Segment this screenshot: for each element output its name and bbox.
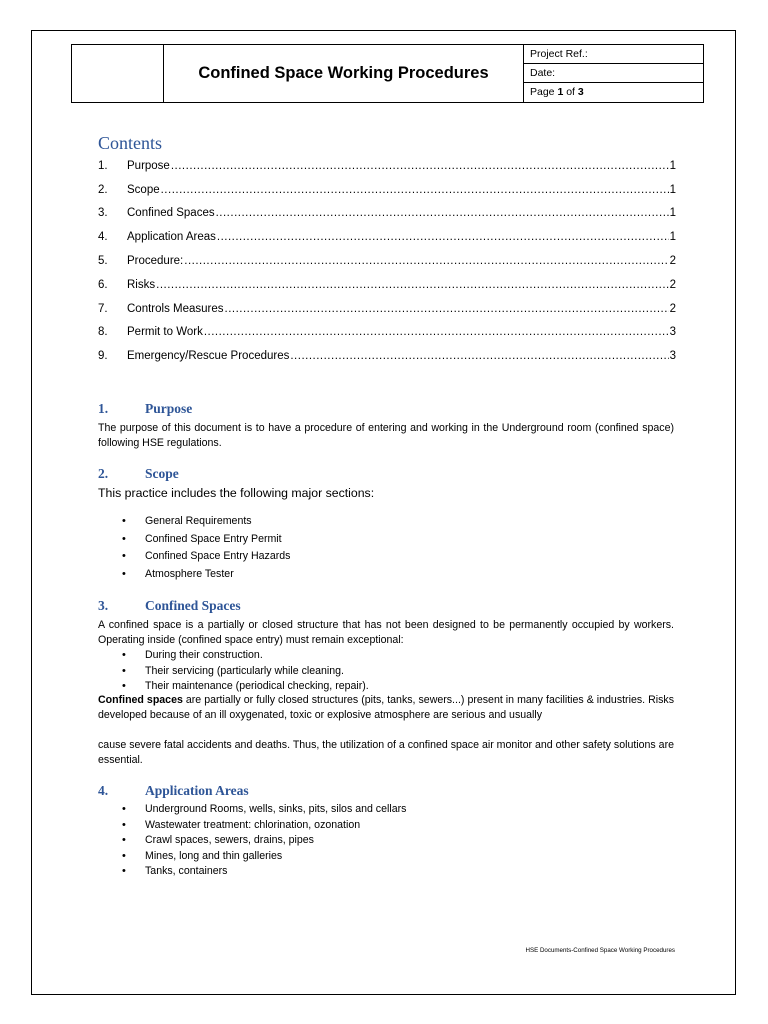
scope-bullet-list — [118, 513, 290, 583]
section-heading-purpose — [98, 401, 192, 417]
toc-leader — [204, 324, 669, 340]
toc-leader — [156, 277, 668, 293]
table-of-contents — [98, 154, 676, 368]
toc-entry-purpose[interactable] — [98, 154, 676, 178]
confined-description — [98, 693, 674, 723]
page-number-field — [524, 83, 703, 102]
toc-leader — [217, 229, 669, 245]
toc-number: 8. — [98, 326, 108, 339]
confined-bullet-list — [118, 648, 369, 695]
bold-term: Confined spaces — [98, 694, 183, 706]
toc-number: 5. — [98, 255, 108, 268]
date-field: Date: — [524, 64, 703, 83]
document-title: Confined Space Working Procedures — [164, 45, 524, 102]
page-current: 1 — [557, 86, 564, 98]
toc-title: Scope — [127, 183, 160, 196]
header-meta — [524, 45, 703, 102]
scope-intro: This practice includes the following major sections: — [98, 486, 375, 500]
toc-number: 6. — [98, 278, 108, 291]
list-item: • Atmosphere Tester — [118, 566, 290, 584]
list-item: • Their servicing (particularly while cleaning. — [118, 664, 369, 680]
toc-leader — [171, 158, 669, 174]
toc-leader — [216, 205, 669, 221]
page-total: 3 — [577, 86, 584, 98]
list-item: • Mines, long and thin galleries — [118, 849, 406, 865]
project-ref-field: Project Ref.: — [524, 45, 703, 64]
toc-page: 1 — [669, 207, 676, 220]
toc-number: 7. — [98, 302, 108, 315]
toc-number: 1. — [98, 159, 108, 172]
section-title: Confined Spaces — [145, 598, 241, 613]
logo-cell — [72, 45, 164, 102]
list-item: • Wastewater treatment: chlorination, ozonation — [118, 818, 406, 834]
toc-number: 2. — [98, 183, 108, 196]
toc-title: Permit to Work — [127, 326, 203, 339]
toc-page: 2 — [669, 255, 676, 268]
list-item: • Confined Space Entry Permit — [118, 531, 290, 549]
toc-entry-scope[interactable] — [98, 178, 676, 202]
toc-page: 1 — [669, 231, 676, 244]
confined-intro: A confined space is a partially or closed structure that has not been designed to be permanently occupied by workers. Operating inside (confined space entry) must remain exceptional: — [98, 619, 674, 647]
purpose-paragraph: The purpose of this document is to have a procedure of entering and working in the Underground room (confined space) following HSE regulations. — [98, 422, 674, 450]
list-item: • During their construction. — [118, 648, 369, 664]
list-item: • General Requirements — [118, 513, 290, 531]
toc-number: 4. — [98, 231, 108, 244]
toc-title: Purpose — [127, 159, 170, 172]
toc-leader — [184, 253, 668, 269]
list-item: • Their maintenance (periodical checking, repair). — [118, 679, 369, 695]
section-title: Scope — [145, 466, 179, 481]
toc-leader — [290, 348, 668, 364]
page-footer: HSE Documents-Confined Space Working Procedures — [525, 947, 675, 954]
toc-entry-permit-to-work[interactable] — [98, 321, 676, 345]
section-number: 3. — [98, 598, 109, 613]
toc-title: Application Areas — [127, 231, 216, 244]
list-item: • Underground Rooms, wells, sinks, pits, silos and cellars — [118, 802, 406, 818]
toc-title: Emergency/Rescue Procedures — [127, 350, 290, 363]
toc-title: Controls Measures — [127, 302, 224, 315]
section-heading-confined-spaces — [98, 598, 241, 614]
section-heading-scope — [98, 466, 179, 482]
page-of: of — [563, 86, 578, 98]
toc-leader — [225, 301, 669, 317]
toc-title: Risks — [127, 278, 156, 291]
toc-number: 3. — [98, 207, 108, 220]
toc-entry-procedure[interactable] — [98, 249, 676, 273]
toc-leader — [161, 182, 669, 198]
toc-entry-emergency-rescue[interactable] — [98, 344, 676, 368]
toc-page: 2 — [669, 302, 676, 315]
toc-title: Procedure: — [127, 255, 184, 268]
toc-page: 3 — [669, 350, 676, 363]
toc-page: 2 — [669, 278, 676, 291]
section-number: 4. — [98, 783, 109, 798]
toc-entry-risks[interactable] — [98, 273, 676, 297]
confined-text-a: are partially or fully closed structures (pits, tanks, sewers...) present in many facilities & industries. Risks developed because of an ill oxygenated, toxic or explosive atmosphere are serious and usually — [98, 694, 674, 722]
toc-entry-controls-measures[interactable] — [98, 297, 676, 321]
toc-number: 9. — [98, 350, 108, 363]
section-number: 1. — [98, 401, 109, 416]
document-header-table — [71, 44, 704, 103]
section-number: 2. — [98, 466, 109, 481]
contents-heading: Contents — [98, 133, 163, 153]
list-item: • Confined Space Entry Hazards — [118, 548, 290, 566]
toc-entry-confined-spaces[interactable] — [98, 202, 676, 226]
list-item: • Tanks, containers — [118, 864, 406, 880]
list-item: • Crawl spaces, sewers, drains, pipes — [118, 833, 406, 849]
section-title: Purpose — [145, 401, 193, 416]
page-prefix: Page — [530, 86, 558, 98]
toc-title: Confined Spaces — [127, 207, 215, 220]
toc-entry-application-areas[interactable] — [98, 225, 676, 249]
section-title: Application Areas — [145, 783, 249, 798]
toc-page: 3 — [669, 326, 676, 339]
section-heading-application-areas — [98, 783, 249, 799]
confined-description-continued: cause severe fatal accidents and deaths. Thus, the utilization of a confined space air monitor and other safety solutions are essential. — [98, 739, 674, 767]
toc-page: 1 — [669, 159, 676, 172]
application-bullet-list — [118, 802, 406, 880]
toc-page: 1 — [669, 183, 676, 196]
